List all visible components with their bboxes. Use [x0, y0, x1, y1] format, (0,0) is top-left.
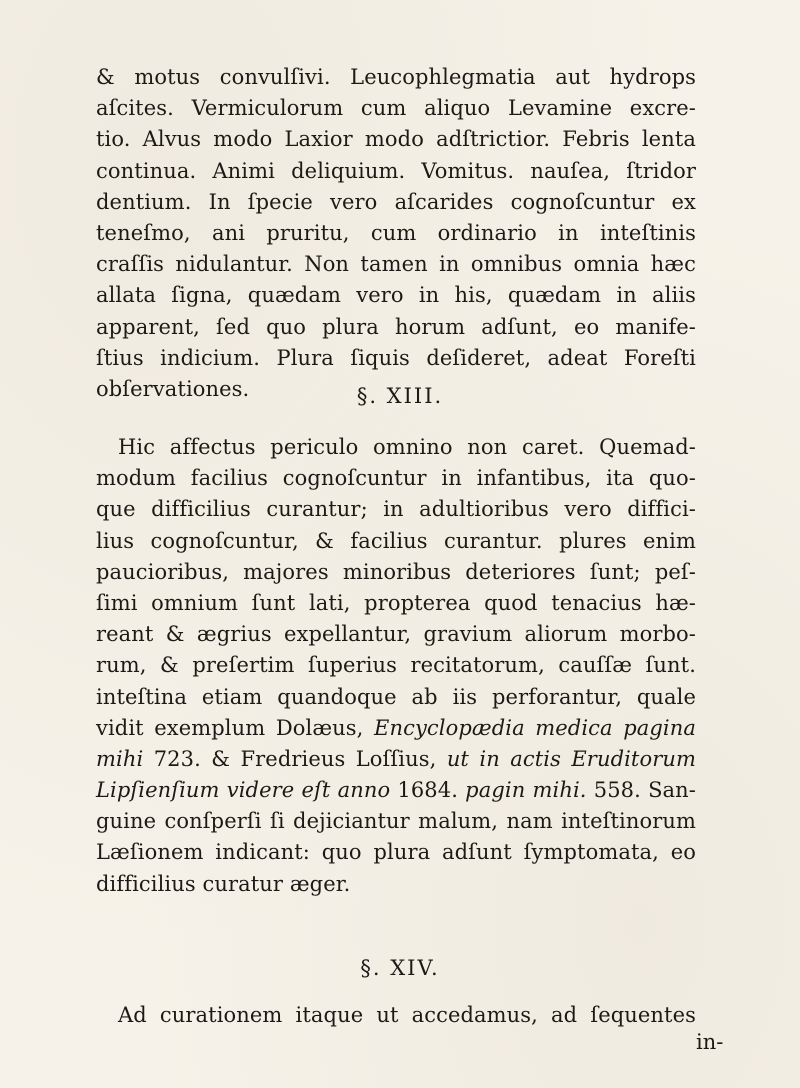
text-line: Læſionem indicant: quo plura adſunt ſymptomata, eo — [96, 840, 696, 865]
text-line: Hic affectus periculo omnino non caret. Quemad- — [118, 435, 696, 459]
text-line: allata ſigna, quædam vero in his, quædam in aliis — [96, 283, 696, 308]
text-line: continua. Animi deliquium. Vomitus. nauſea, ſtridor — [96, 158, 696, 183]
italic-citation: Lipſienſium videre eſt anno — [96, 778, 391, 803]
text-line: Ad curationem itaque ut accedamus, ad ſequentes — [118, 1003, 696, 1027]
text-line — [96, 713, 696, 744]
italic-citation: Encyclopædia medica pagina — [374, 715, 696, 740]
text-line: reant & ægrius expellantur, gravium aliorum morbo- — [96, 622, 696, 647]
text-line: lius cognoſcuntur, & facilius curantur. plures enim — [96, 528, 696, 553]
text-segment: 558. San- — [586, 778, 696, 803]
text-line: craſſis nidulantur. Non tamen in omnibus omnia hæc — [96, 252, 696, 277]
text-line: ſimi omnium ſunt lati, propterea quod tenacius hæ- — [96, 590, 696, 615]
text-line: inteſtina etiam quandoque ab iis perforantur, quale — [96, 684, 696, 709]
text-line — [96, 744, 696, 775]
text-line: difficilius curatur æger. — [96, 871, 351, 896]
paragraph-curatio — [96, 1000, 696, 1031]
text-line: rum, & preſertim ſuperius recitatorum, cauſſæ ſunt. — [96, 653, 696, 678]
paragraph-prognosis — [96, 432, 696, 900]
catchword: in- — [696, 1030, 724, 1054]
text-line: & motus convulſivi. Leucophlegmatia aut hydrops — [96, 65, 696, 89]
section-heading-14: §. XIV. — [360, 956, 440, 980]
text-line: dentium. In ſpecie vero aſcarides cognoſcuntur ex — [96, 189, 696, 214]
text-line: que difficilius curantur; in adultioribus vero diffici- — [96, 497, 696, 522]
text-line: obſervationes. — [96, 376, 250, 401]
italic-citation: ut in actis Eruditorum — [446, 746, 696, 771]
text-line: apparent, ſed quo plura horum adſunt, eo manife- — [96, 314, 696, 339]
text-line: paucioribus, majores minoribus deteriores ſunt; peſ- — [96, 559, 696, 584]
text-line: tio. Alvus modo Laxior modo adſtrictior. Febris lenta — [96, 127, 696, 152]
text-line — [96, 775, 696, 806]
section-heading-13: §. XIII. — [356, 384, 444, 408]
text-line: guine conſperſi ſi dejiciantur malum, nam inteſtinorum — [96, 809, 696, 834]
text-segment: vidit exemplum Dolæus, — [96, 715, 375, 740]
text-line: aſcites. Vermiculorum cum aliquo Levamine excre- — [96, 96, 696, 121]
italic-citation: pagin mihi. — [465, 778, 587, 803]
text-segment: 1684. — [390, 778, 466, 803]
text-line: modum facilius cognoſcuntur in infantibus, ita quo- — [96, 466, 696, 491]
text-segment: 723. & Fredrieus Loſſius, — [143, 746, 447, 771]
paragraph-symptoms — [96, 62, 696, 405]
italic-citation: mihi — [96, 746, 144, 771]
text-line: ſtius indicium. Plura ſiquis deſideret, adeat Foreſti — [96, 345, 696, 370]
text-line: teneſmo, ani pruritu, cum ordinario in inteſtinis — [96, 220, 696, 245]
